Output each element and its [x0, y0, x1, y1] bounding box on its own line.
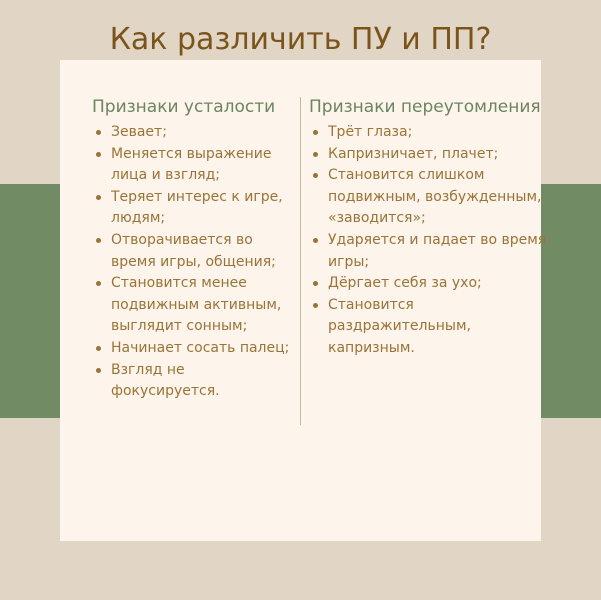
- bullet-icon: [313, 281, 318, 286]
- list-item-text: Дёргает себя за ухо;: [328, 275, 482, 292]
- list-item: [309, 273, 551, 295]
- bullet-icon: [313, 152, 318, 157]
- bullet-icon: [313, 130, 318, 135]
- bullet-icon: [96, 152, 101, 157]
- list-item-text: Становится менее подвижным активным, выглядит сонным;: [111, 275, 282, 335]
- list-item: [92, 122, 292, 144]
- list-item: [92, 144, 292, 187]
- bullet-icon: [96, 238, 101, 243]
- list-item-text: Капризничает, плачет;: [328, 145, 499, 162]
- list-item: [92, 273, 292, 338]
- list-item-text: Отворачивается во время игры, общения;: [111, 231, 276, 270]
- list-item: [92, 187, 292, 230]
- overfatigue-signs-column: [309, 96, 547, 360]
- column-divider: [300, 97, 301, 425]
- bullet-icon: [96, 130, 101, 135]
- list-item-text: Теряет интерес к игре, людям;: [111, 188, 283, 227]
- bullet-icon: [313, 303, 318, 308]
- list-item-text: Начинает сосать палец;: [111, 339, 290, 356]
- list-item-text: Меняется выражение лица и взгляд;: [111, 145, 272, 184]
- list-item: [92, 230, 292, 273]
- page-title: Как различить ПУ и ПП?: [109, 22, 492, 57]
- list-item: [92, 338, 292, 360]
- fatigue-signs-column: [92, 96, 292, 403]
- bullet-icon: [313, 238, 318, 243]
- fatigue-signs-list: [92, 122, 292, 403]
- list-item-text: Взгляд не фокусируется.: [111, 361, 220, 400]
- bullet-icon: [96, 368, 101, 373]
- list-item-text: Зевает;: [111, 124, 167, 140]
- bullet-icon: [96, 346, 101, 351]
- list-item: [92, 360, 292, 403]
- overfatigue-signs-list: [309, 122, 547, 360]
- list-item-text: Становится раздражительным, капризным.: [328, 296, 471, 356]
- content-card: [60, 60, 547, 541]
- list-item-text: Трёт глаза;: [328, 124, 413, 140]
- list-item-text: Становится слишком подвижным, возбужденным, «заводится»;: [328, 167, 542, 227]
- overfatigue-signs-heading: Признаки переутомления: [309, 97, 541, 117]
- fatigue-signs-heading: Признаки усталости: [92, 97, 276, 117]
- list-item: [309, 295, 551, 360]
- bullet-icon: [96, 281, 101, 286]
- list-item: [309, 122, 551, 144]
- bullet-icon: [96, 195, 101, 200]
- list-item: [309, 144, 551, 166]
- list-item: [309, 230, 551, 273]
- list-item-text: Ударяется и падает во время игры;: [328, 231, 547, 270]
- bullet-icon: [313, 173, 318, 178]
- list-item: [309, 165, 551, 230]
